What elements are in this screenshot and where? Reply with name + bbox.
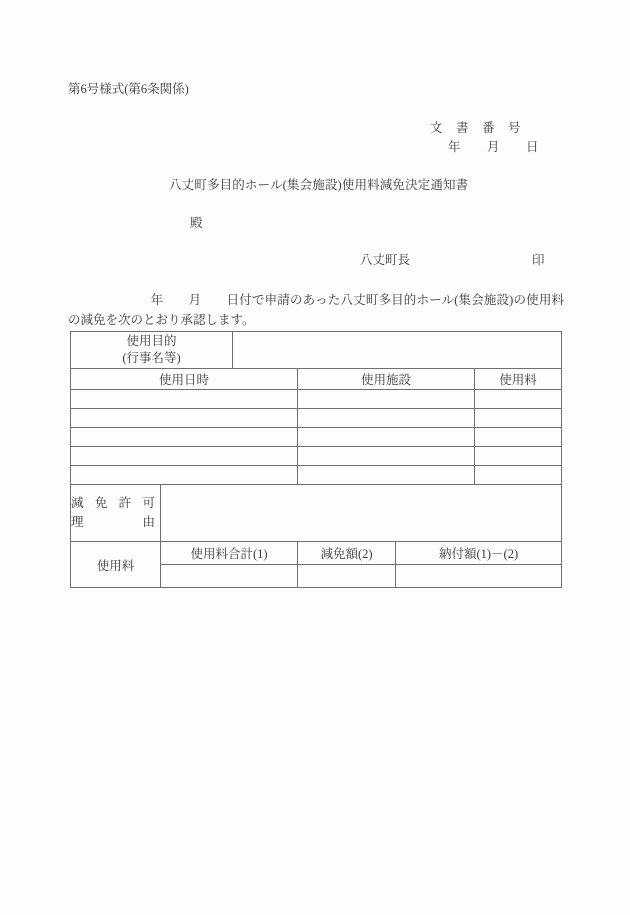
table-row <box>71 428 562 447</box>
usage-datetime-header: 使用日時 <box>71 369 298 390</box>
body-paragraph-line-1: 年 月 日付で申請のあった八丈町多目的ホール(集会施設)の使用料の減 <box>68 293 564 328</box>
body-paragraph <box>68 290 564 331</box>
application-table <box>70 331 562 588</box>
table-row-usage-header <box>71 369 562 390</box>
reason-char: 理 <box>71 515 84 529</box>
table-row <box>71 409 562 428</box>
usage-facility-cell[interactable] <box>298 447 475 466</box>
form-number: 第6号様式(第6条関係) <box>68 82 189 96</box>
addressee-honorific: 殿 <box>190 216 203 230</box>
document-date-label: 年 月 日 <box>448 140 540 155</box>
body-paragraph-line-2: 免を次のとおり承認します。 <box>93 313 255 328</box>
issuer-name: 八丈町長 <box>360 253 411 267</box>
reason-char: 減 <box>71 496 84 511</box>
usage-datetime-cell[interactable] <box>71 390 298 409</box>
fee-reduction-cell[interactable] <box>298 565 396 588</box>
reason-char: 可 <box>142 496 155 511</box>
usage-datetime-cell[interactable] <box>71 466 298 485</box>
purpose-value-cell[interactable] <box>233 332 562 369</box>
fee-label: 使用料 <box>71 542 161 588</box>
fee-total-header: 使用料合計(1) <box>161 542 298 565</box>
usage-facility-cell[interactable] <box>298 466 475 485</box>
document-meta-block <box>420 119 565 158</box>
reason-label-line-2 <box>71 513 155 532</box>
usage-facility-cell[interactable] <box>298 409 475 428</box>
usage-fee-cell[interactable] <box>475 428 562 447</box>
reason-char: 免 <box>94 496 108 511</box>
fee-reduction-header: 減免額(2) <box>298 542 396 565</box>
table-row-reason <box>71 485 562 542</box>
usage-fee-cell[interactable] <box>475 409 562 428</box>
usage-datetime-cell[interactable] <box>71 447 298 466</box>
usage-facility-cell[interactable] <box>298 390 475 409</box>
purpose-label-line-1: 使用目的 <box>126 334 177 349</box>
table-row-fee-header <box>71 542 562 565</box>
document-number-label: 文 書 番 号 <box>430 121 522 135</box>
table-row <box>71 447 562 466</box>
usage-facility-cell[interactable] <box>298 428 475 447</box>
purpose-label-line-2: (行事名等) <box>122 351 181 365</box>
fee-total-cell[interactable] <box>161 565 298 588</box>
reason-char: 由 <box>142 515 155 529</box>
fee-payable-cell[interactable] <box>396 565 562 588</box>
reason-value-cell[interactable] <box>161 485 562 542</box>
purpose-label <box>71 332 233 369</box>
usage-fee-cell[interactable] <box>475 466 562 485</box>
reason-label-line-1 <box>71 494 155 513</box>
table-row <box>71 466 562 485</box>
table-row <box>71 390 562 409</box>
page-title: 八丈町多目的ホール(集会施設)使用料減免決定通知書 <box>169 178 469 192</box>
usage-fee-cell[interactable] <box>475 447 562 466</box>
usage-facility-header: 使用施設 <box>298 369 475 390</box>
seal-mark: 印 <box>532 253 545 267</box>
reason-char: 許 <box>118 496 132 511</box>
usage-fee-cell[interactable] <box>475 390 562 409</box>
usage-datetime-cell[interactable] <box>71 409 298 428</box>
usage-fee-header: 使用料 <box>475 369 562 390</box>
fee-payable-header: 納付額(1)－(2) <box>396 542 562 565</box>
reason-label <box>71 485 161 542</box>
table-row-purpose <box>71 332 562 369</box>
usage-datetime-cell[interactable] <box>71 428 298 447</box>
